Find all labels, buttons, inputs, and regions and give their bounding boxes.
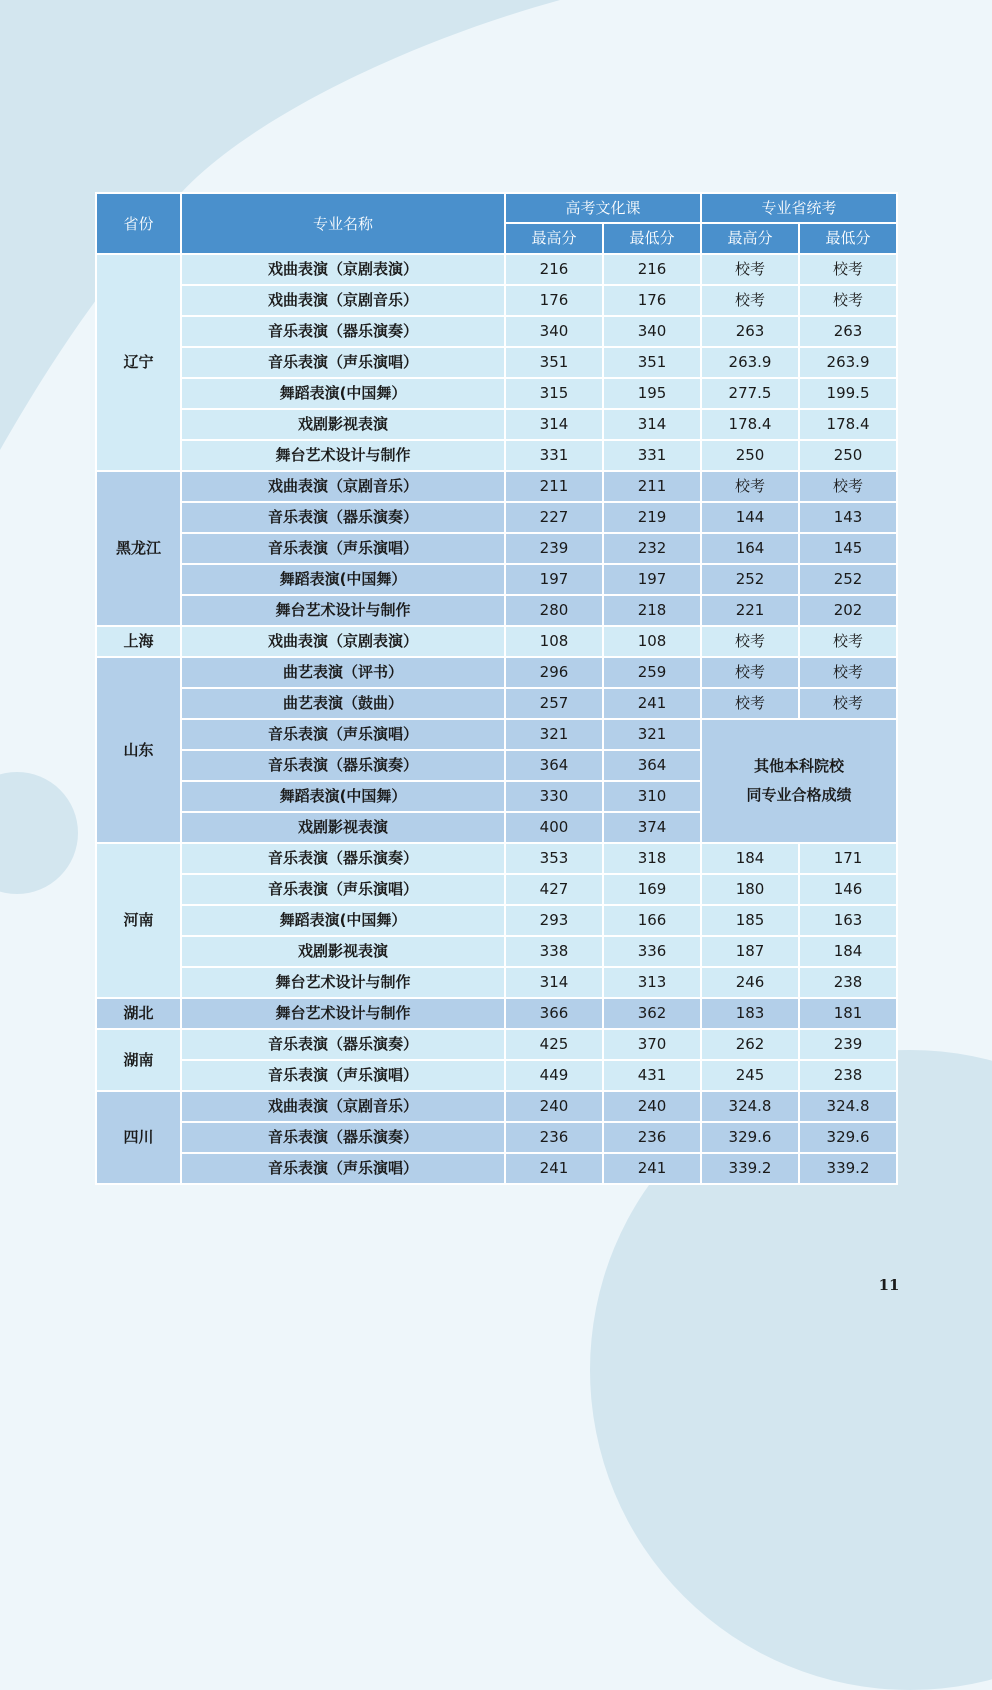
culture-max-cell: 315 (505, 378, 603, 409)
culture-min-cell: 197 (603, 564, 701, 595)
culture-max-cell: 400 (505, 812, 603, 843)
table-row (96, 905, 897, 936)
culture-min-cell: 169 (603, 874, 701, 905)
major-cell: 曲艺表演（鼓曲） (181, 688, 505, 719)
major-cell: 舞台艺术设计与制作 (181, 440, 505, 471)
major-cell: 音乐表演（器乐演奏） (181, 316, 505, 347)
table-row (96, 1091, 897, 1122)
province-group (96, 1029, 897, 1091)
culture-max-cell: 425 (505, 1029, 603, 1060)
province-group (96, 657, 897, 843)
culture-min-cell: 351 (603, 347, 701, 378)
exam-max-cell: 校考 (701, 471, 799, 502)
exam-min-cell: 329.6 (799, 1122, 897, 1153)
exam-max-cell: 180 (701, 874, 799, 905)
culture-max-cell: 293 (505, 905, 603, 936)
culture-min-cell: 232 (603, 533, 701, 564)
table-row (96, 285, 897, 316)
culture-min-cell: 259 (603, 657, 701, 688)
province-group (96, 471, 897, 626)
province-cell: 河南 (96, 843, 181, 998)
table-row (96, 502, 897, 533)
major-cell: 音乐表演（器乐演奏） (181, 843, 505, 874)
culture-max-cell: 211 (505, 471, 603, 502)
exam-min-cell: 263 (799, 316, 897, 347)
culture-max-cell: 331 (505, 440, 603, 471)
culture-max-cell: 227 (505, 502, 603, 533)
major-cell: 音乐表演（声乐演唱） (181, 719, 505, 750)
province-group (96, 843, 897, 998)
major-cell: 音乐表演（器乐演奏） (181, 1029, 505, 1060)
culture-min-cell: 431 (603, 1060, 701, 1091)
exam-min-cell: 181 (799, 998, 897, 1029)
exam-max-cell: 187 (701, 936, 799, 967)
culture-min-cell: 241 (603, 688, 701, 719)
exam-max-cell: 329.6 (701, 1122, 799, 1153)
major-cell: 音乐表演（声乐演唱） (181, 1153, 505, 1184)
exam-max-cell: 277.5 (701, 378, 799, 409)
exam-max-cell: 263 (701, 316, 799, 347)
major-cell: 曲艺表演（评书） (181, 657, 505, 688)
culture-max-cell: 197 (505, 564, 603, 595)
culture-min-cell: 374 (603, 812, 701, 843)
page-number: 11 (878, 1276, 900, 1294)
exam-max-cell: 262 (701, 1029, 799, 1060)
exam-max-cell: 250 (701, 440, 799, 471)
header-group-culture: 高考文化课 (505, 193, 701, 223)
exam-min-cell: 238 (799, 1060, 897, 1091)
major-cell: 舞蹈表演(中国舞） (181, 564, 505, 595)
exam-min-cell: 263.9 (799, 347, 897, 378)
major-cell: 戏曲表演（京剧表演） (181, 254, 505, 285)
table-row (96, 254, 897, 285)
culture-min-cell: 340 (603, 316, 701, 347)
major-cell: 戏曲表演（京剧音乐） (181, 285, 505, 316)
culture-min-cell: 362 (603, 998, 701, 1029)
culture-max-cell: 280 (505, 595, 603, 626)
culture-max-cell: 364 (505, 750, 603, 781)
culture-min-cell: 195 (603, 378, 701, 409)
table-row (96, 967, 897, 998)
major-cell: 音乐表演（声乐演唱） (181, 533, 505, 564)
culture-max-cell: 314 (505, 967, 603, 998)
culture-min-cell: 108 (603, 626, 701, 657)
province-group (96, 254, 897, 471)
culture-min-cell: 241 (603, 1153, 701, 1184)
exam-min-cell: 校考 (799, 688, 897, 719)
major-cell: 舞蹈表演(中国舞） (181, 378, 505, 409)
province-cell: 湖南 (96, 1029, 181, 1091)
major-cell: 舞台艺术设计与制作 (181, 998, 505, 1029)
admission-scores-table (95, 192, 898, 1185)
table-header (96, 193, 897, 254)
header-group-exam: 专业省统考 (701, 193, 897, 223)
table-row (96, 719, 897, 750)
table-row (96, 378, 897, 409)
culture-min-cell: 211 (603, 471, 701, 502)
table-row (96, 564, 897, 595)
exam-min-cell: 339.2 (799, 1153, 897, 1184)
table-row (96, 1029, 897, 1060)
table-row (96, 688, 897, 719)
culture-max-cell: 427 (505, 874, 603, 905)
header-province: 省份 (96, 193, 181, 254)
culture-min-cell: 321 (603, 719, 701, 750)
culture-min-cell: 240 (603, 1091, 701, 1122)
culture-min-cell: 176 (603, 285, 701, 316)
exam-max-cell: 252 (701, 564, 799, 595)
table-row (96, 626, 897, 657)
culture-max-cell: 216 (505, 254, 603, 285)
culture-max-cell: 366 (505, 998, 603, 1029)
exam-min-cell: 178.4 (799, 409, 897, 440)
province-cell: 四川 (96, 1091, 181, 1184)
exam-note-line: 其他本科院校 (754, 757, 845, 775)
exam-max-cell: 校考 (701, 688, 799, 719)
culture-max-cell: 353 (505, 843, 603, 874)
header-culture-min: 最低分 (603, 223, 701, 254)
exam-min-cell: 163 (799, 905, 897, 936)
culture-min-cell: 318 (603, 843, 701, 874)
culture-min-cell: 216 (603, 254, 701, 285)
major-cell: 舞台艺术设计与制作 (181, 967, 505, 998)
culture-min-cell: 218 (603, 595, 701, 626)
culture-max-cell: 314 (505, 409, 603, 440)
province-cell: 湖北 (96, 998, 181, 1029)
exam-min-cell: 校考 (799, 254, 897, 285)
exam-max-cell: 221 (701, 595, 799, 626)
major-cell: 舞蹈表演(中国舞） (181, 905, 505, 936)
exam-max-cell: 185 (701, 905, 799, 936)
header-culture-max: 最高分 (505, 223, 603, 254)
culture-max-cell: 240 (505, 1091, 603, 1122)
culture-max-cell: 321 (505, 719, 603, 750)
table-row (96, 347, 897, 378)
table-row (96, 843, 897, 874)
table-row (96, 595, 897, 626)
province-group (96, 998, 897, 1029)
exam-max-cell: 校考 (701, 657, 799, 688)
exam-max-cell: 339.2 (701, 1153, 799, 1184)
culture-min-cell: 219 (603, 502, 701, 533)
province-cell: 黑龙江 (96, 471, 181, 626)
table-row (96, 316, 897, 347)
major-cell: 音乐表演（声乐演唱） (181, 347, 505, 378)
major-cell: 音乐表演（声乐演唱） (181, 1060, 505, 1091)
major-cell: 音乐表演（器乐演奏） (181, 750, 505, 781)
culture-min-cell: 236 (603, 1122, 701, 1153)
culture-min-cell: 370 (603, 1029, 701, 1060)
exam-min-cell: 校考 (799, 285, 897, 316)
exam-max-cell: 184 (701, 843, 799, 874)
exam-min-cell: 324.8 (799, 1091, 897, 1122)
exam-min-cell: 239 (799, 1029, 897, 1060)
table-row (96, 657, 897, 688)
culture-max-cell: 176 (505, 285, 603, 316)
culture-max-cell: 330 (505, 781, 603, 812)
major-cell: 戏剧影视表演 (181, 936, 505, 967)
culture-min-cell: 313 (603, 967, 701, 998)
exam-max-cell: 183 (701, 998, 799, 1029)
exam-max-cell: 校考 (701, 254, 799, 285)
exam-max-cell: 245 (701, 1060, 799, 1091)
culture-max-cell: 108 (505, 626, 603, 657)
major-cell: 戏曲表演（京剧表演） (181, 626, 505, 657)
province-cell: 山东 (96, 657, 181, 843)
culture-max-cell: 338 (505, 936, 603, 967)
exam-max-cell: 263.9 (701, 347, 799, 378)
table-row (96, 1060, 897, 1091)
major-cell: 戏曲表演（京剧音乐） (181, 1091, 505, 1122)
exam-min-cell: 171 (799, 843, 897, 874)
exam-min-cell: 校考 (799, 626, 897, 657)
exam-max-cell: 校考 (701, 626, 799, 657)
table-row (96, 936, 897, 967)
exam-min-cell: 校考 (799, 471, 897, 502)
province-cell: 辽宁 (96, 254, 181, 471)
culture-max-cell: 236 (505, 1122, 603, 1153)
culture-min-cell: 310 (603, 781, 701, 812)
culture-max-cell: 239 (505, 533, 603, 564)
province-cell: 上海 (96, 626, 181, 657)
province-group (96, 1091, 897, 1184)
exam-min-cell: 校考 (799, 657, 897, 688)
table-row (96, 874, 897, 905)
table-row (96, 533, 897, 564)
header-exam-min: 最低分 (799, 223, 897, 254)
exam-min-cell: 145 (799, 533, 897, 564)
exam-note-line: 同专业合格成绩 (746, 786, 852, 804)
major-cell: 舞蹈表演(中国舞） (181, 781, 505, 812)
header-exam-max: 最高分 (701, 223, 799, 254)
exam-max-cell: 校考 (701, 285, 799, 316)
exam-min-cell: 199.5 (799, 378, 897, 409)
culture-max-cell: 449 (505, 1060, 603, 1091)
exam-max-cell: 246 (701, 967, 799, 998)
exam-min-cell: 202 (799, 595, 897, 626)
exam-min-cell: 250 (799, 440, 897, 471)
exam-max-cell: 144 (701, 502, 799, 533)
major-cell: 音乐表演（声乐演唱） (181, 874, 505, 905)
major-cell: 戏剧影视表演 (181, 812, 505, 843)
major-cell: 音乐表演（器乐演奏） (181, 1122, 505, 1153)
table-row (96, 440, 897, 471)
exam-max-cell: 178.4 (701, 409, 799, 440)
culture-max-cell: 351 (505, 347, 603, 378)
table-row (96, 1122, 897, 1153)
culture-min-cell: 331 (603, 440, 701, 471)
province-group (96, 626, 897, 657)
major-cell: 音乐表演（器乐演奏） (181, 502, 505, 533)
major-cell: 舞台艺术设计与制作 (181, 595, 505, 626)
header-major: 专业名称 (181, 193, 505, 254)
table-row (96, 409, 897, 440)
culture-max-cell: 296 (505, 657, 603, 688)
exam-min-cell: 252 (799, 564, 897, 595)
major-cell: 戏剧影视表演 (181, 409, 505, 440)
culture-min-cell: 166 (603, 905, 701, 936)
exam-min-cell: 184 (799, 936, 897, 967)
exam-min-cell: 146 (799, 874, 897, 905)
culture-min-cell: 364 (603, 750, 701, 781)
exam-min-cell: 143 (799, 502, 897, 533)
culture-min-cell: 336 (603, 936, 701, 967)
exam-note-cell (701, 719, 897, 843)
exam-min-cell: 238 (799, 967, 897, 998)
major-cell: 戏曲表演（京剧音乐） (181, 471, 505, 502)
culture-max-cell: 257 (505, 688, 603, 719)
exam-max-cell: 324.8 (701, 1091, 799, 1122)
exam-max-cell: 164 (701, 533, 799, 564)
table-row (96, 1153, 897, 1184)
table-row (96, 998, 897, 1029)
culture-max-cell: 340 (505, 316, 603, 347)
culture-max-cell: 241 (505, 1153, 603, 1184)
table-row (96, 471, 897, 502)
culture-min-cell: 314 (603, 409, 701, 440)
